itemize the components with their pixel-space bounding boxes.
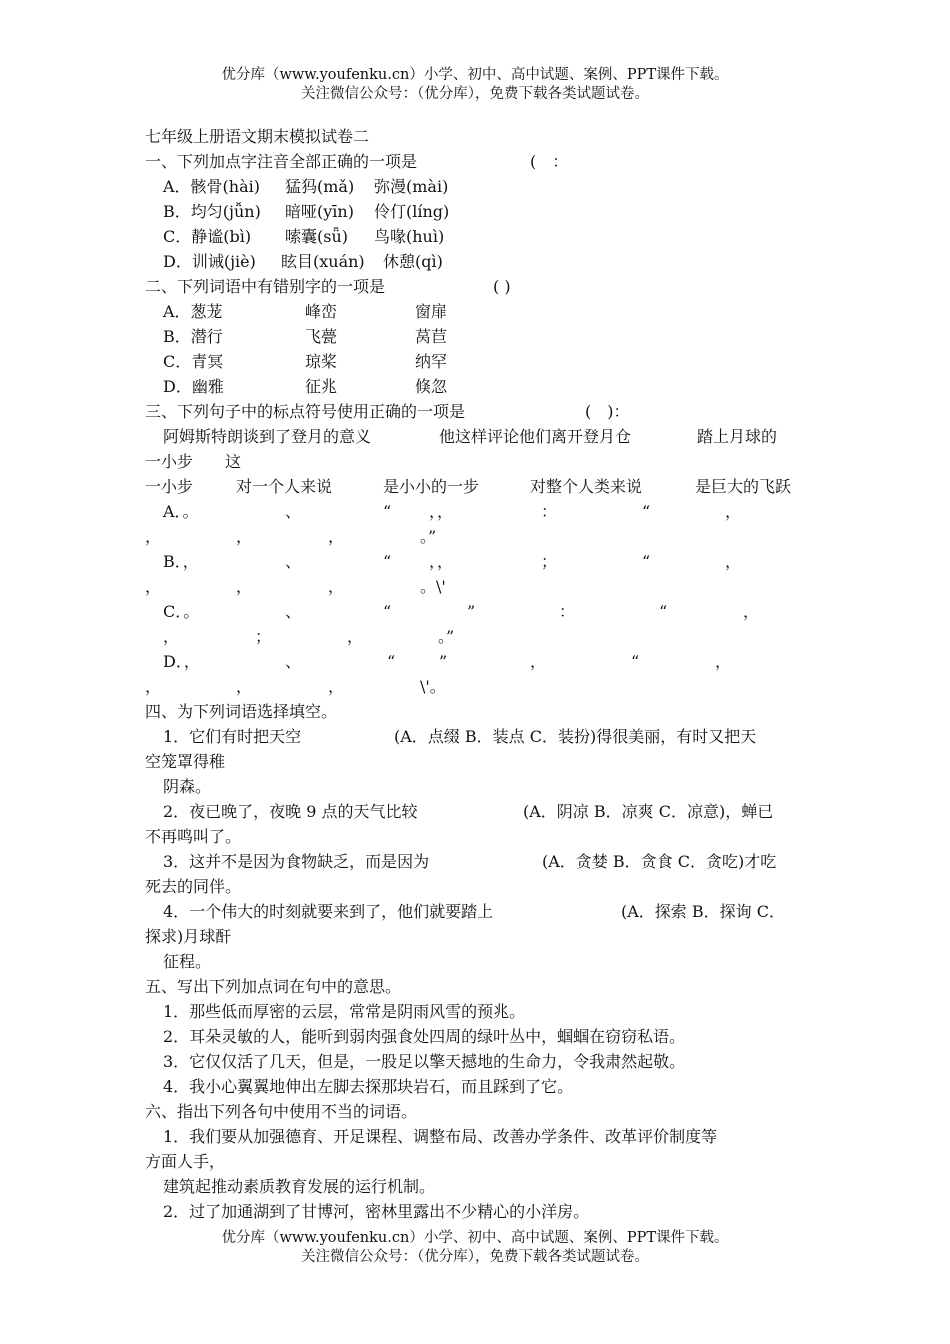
q6-item-1: 1．我们要从加强德育、开足课程、调整布局、改善办学条件、改革评价制度等 [163,1127,718,1146]
header-line-1: 优分库（www.youfenku.cn）小学、初中、高中试题、案例、PPT课件下载。 [221,67,729,83]
q5-item-2: 2．耳朵灵敏的人，能听到弱肉强食处四周的绿叶丛中，蝈蝈在窃窃私语。 [163,1027,686,1046]
q4-item-4: 4．一个伟大的时刻就要来到了，他们就要踏上 (A．探索 B．探询 C． [163,902,785,921]
answer-paren: ( )： [585,402,630,421]
q3-option-b-cont: ， ， ， 。\' [145,577,446,596]
q6-item-1-cont: 方面人手， [145,1152,226,1171]
q2-option-b: B．潜行 飞甍 莴苣 [163,327,448,346]
footer-line-2: 关注微信公众号：（优分库），免费下载各类试题试卷。 [301,1249,649,1265]
q6-item-1-cont2: 建筑起推动素质教育发展的运行机制。 [163,1177,436,1196]
q3-sentence-3: 一小步 对一个人来说 是小小的一步 对整个人类来说 是巨大的飞跃 [145,477,792,496]
q5-item-3: 3．它仅仅活了几天，但是，一股足以擎天撼地的生命力，令我肃然起敬。 [163,1052,686,1071]
q6-stem: 六、指出下列各句中使用不当的词语。 [145,1102,418,1121]
q4-item-4-cont2: 征程。 [163,952,212,971]
answer-paren: ( ： [530,152,569,171]
q5-stem: 五、写出下列加点词在句中的意思。 [145,977,402,996]
q1-option-a: A．骸骨(hài) 猛犸(mǎ) 弥漫(mài) [163,177,449,196]
q3-option-a: A．。 、 “ ，， ： “ ， [163,502,742,521]
q3-stem: 三、下列句子中的标点符号使用正确的一项是 ( )： [145,399,810,424]
q3-option-d-cont: ， ， ， \'。 [145,677,446,696]
q1-option-b: B．均匀(jǚn) 暗哑(yīn) 伶仃(líng) [163,202,450,221]
q2-option-c: C．青冥 琼桨 纳罕 [163,352,448,371]
q2-option-d: D．幽雅 征兆 倏忽 [163,377,448,396]
q3-sentence-2: 一小步 这 [145,452,242,471]
q3-sentence-1: 阿姆斯特朗谈到了登月的意义 他这样评论他们离开登月仓 踏上月球的 [163,427,778,446]
q5-item-4: 4．我小心翼翼地伸出左脚去探那块岩石，而且踩到了它。 [163,1077,574,1096]
exam-title: 七年级上册语文期末模拟试卷二 [145,127,370,146]
q4-stem: 四、为下列词语选择填空。 [145,702,338,721]
exam-content [145,124,810,1224]
answer-paren: ( ) [493,277,511,296]
q4-item-2-cont: 不再鸣叫了。 [145,827,242,846]
q4-item-1-cont: 空笼罩得稚 [145,752,226,771]
page-header [0,66,950,104]
q6-item-2: 2．过了加通湖到了甘博河，密林里露出不少精心的小洋房。 [163,1202,590,1221]
q4-item-1-cont2: 阴森。 [163,777,212,796]
q4-item-3: 3．这并不是因为食物缺乏，而是因为 (A．贪婪 B．贪食 C．贪吃)才吃 [163,852,777,871]
page-footer [0,1229,950,1267]
q1-stem: 一、下列加点字注音全部正确的一项是 ( ： [145,149,810,174]
q3-option-c-cont: ， ； ， 。” [163,627,455,646]
q1-option-c: C．静谧(bì) 嗦囊(sǖ) 鸟喙(huì) [163,227,445,246]
q4-item-4-cont: 探求)月球酐 [145,927,232,946]
q2-stem: 二、下列词语中有错别字的一项是 ( ) [145,274,810,299]
q4-item-1: 1．它们有时把天空 (A．点缀 B．装点 C．装扮)得很美丽，有时又把天 [163,727,757,746]
q4-item-3-cont: 死去的同伴。 [145,877,242,896]
q4-item-2: 2．夜已晚了，夜晚 9 点的天气比较 (A．阴凉 B．凉爽 C．凉意)，蝉已 [163,802,774,821]
q3-option-d: D．， 、 “ ” ， “ ， [163,652,732,671]
header-line-2: 关注微信公众号：（优分库），免费下载各类试题试卷。 [301,86,649,102]
q3-option-a-cont: ， ， ， 。” [145,527,437,546]
q3-option-c: C．。 、 “ ” ： “ ， [163,602,760,621]
q5-item-1: 1．那些低而厚密的云层，常常是阴雨风雪的预兆。 [163,1002,526,1021]
q3-option-b: B．， 、 “ ，， ； “ ， [163,552,742,571]
footer-line-1: 优分库（www.youfenku.cn）小学、初中、高中试题、案例、PPT课件下载。 [221,1230,729,1246]
q2-option-a: A．葱茏 峰峦 窗扉 [163,302,448,321]
q1-option-d: D．训诫(jiè) 眩目(xuán) 休憩(qì) [163,252,443,271]
